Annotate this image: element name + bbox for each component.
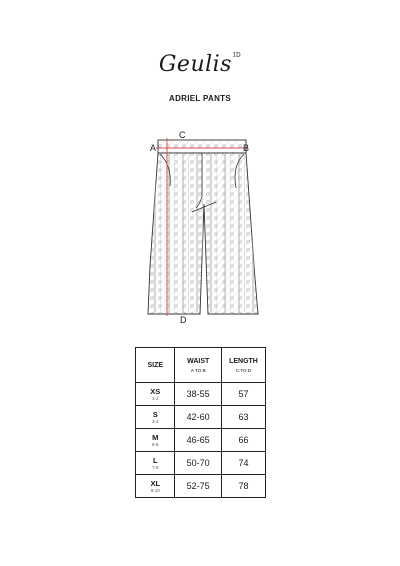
brand-mark: ID — [232, 52, 242, 59]
size-chart-table — [135, 347, 266, 498]
brand-name: Geulis — [158, 52, 232, 77]
size-cell: L 7-8 — [136, 452, 175, 475]
waistband — [158, 140, 246, 153]
size-cell: XL 9-10 — [136, 475, 175, 498]
header-size: SIZE — [136, 348, 175, 383]
table-header-row — [136, 348, 266, 383]
waist-cell: 52-75 — [175, 475, 221, 498]
length-cell: 66 — [221, 429, 265, 452]
length-cell: 78 — [221, 475, 265, 498]
waist-cell: 46-65 — [175, 429, 221, 452]
label-a: A — [150, 143, 157, 153]
brand-logo — [0, 52, 400, 77]
waist-cell: 42-60 — [175, 406, 221, 429]
table-row — [136, 429, 266, 452]
label-d: D — [180, 315, 187, 325]
waist-cell: 38-55 — [175, 383, 221, 406]
waist-cell: 50-70 — [175, 452, 221, 475]
label-c: C — [179, 130, 186, 140]
pants-illustration — [140, 126, 270, 322]
table-row — [136, 475, 266, 498]
length-cell: 74 — [221, 452, 265, 475]
size-cell: S 3-4 — [136, 406, 175, 429]
size-cell: XS 1-2 — [136, 383, 175, 406]
table-row — [136, 452, 266, 475]
size-cell: M 5-6 — [136, 429, 175, 452]
label-b: B — [243, 143, 250, 153]
header-length: LENGTH C TO D — [221, 348, 265, 383]
header-waist: WAIST A TO B — [175, 348, 221, 383]
length-cell: 63 — [221, 406, 265, 429]
table-row — [136, 383, 266, 406]
table-row — [136, 406, 266, 429]
page-title: ADRIEL PANTS — [169, 94, 231, 103]
length-cell: 57 — [221, 383, 265, 406]
